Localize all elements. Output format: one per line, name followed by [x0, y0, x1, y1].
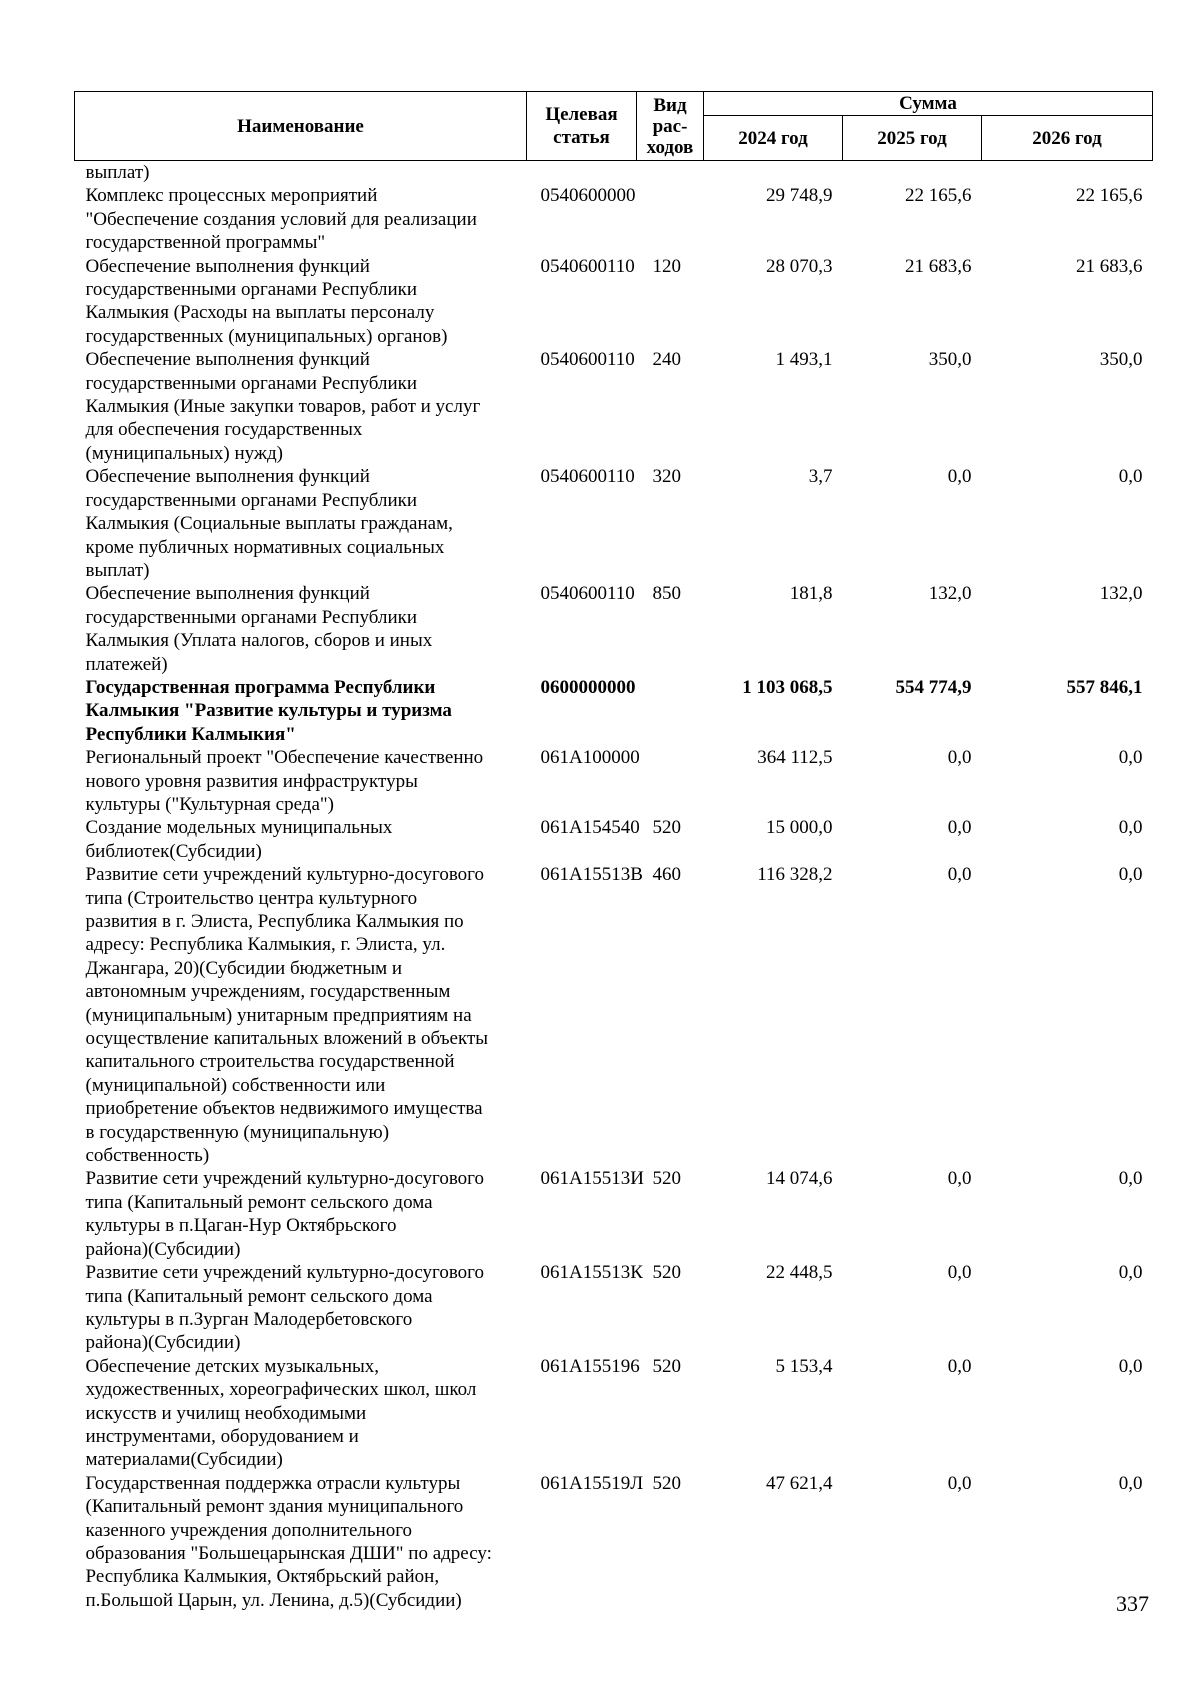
row-expense-type: 320 [652, 466, 681, 488]
row-sum-2026: 0,0 [1118, 466, 1143, 488]
table-row [75, 863, 1153, 1167]
row-sum-2024: 1 103 068,5 [742, 676, 833, 698]
row-target-article [527, 161, 637, 185]
row-name: Государственная поддержка отрасли культуры (Капитальный ремонт здания муниципального казенного учреждения дополнительного образования "Большецарынская ДШИ" по адресу: Республика Калмыкия, Октябрьский район, п.Большой Царын, ул. Ленина, д.5)(Субсидии) [85, 1472, 492, 1611]
row-sum-2026: 0,0 [1118, 864, 1143, 886]
row-sum-2024 [704, 161, 843, 185]
header-target-article: Целевая статья [527, 92, 637, 161]
table-header [75, 92, 1153, 161]
row-sum-2025: 0,0 [947, 1168, 972, 1190]
row-sum-2026: 557 846,1 [1066, 676, 1143, 698]
row-name: Создание модельных муниципальных библиотек(Субсидии) [85, 817, 393, 862]
row-sum-2025: 350,0 [928, 349, 972, 371]
row-sum-2024: 14 074,6 [766, 1168, 833, 1190]
row-sum-2026: 132,0 [1099, 583, 1143, 605]
header-year-2025: 2025 год [843, 116, 982, 161]
row-sum-2026: 22 165,6 [1076, 185, 1143, 207]
row-sum-2026: 350,0 [1099, 349, 1143, 371]
header-sum: Сумма [704, 92, 1153, 116]
row-sum-2025: 22 165,6 [905, 185, 972, 207]
row-sum-2026 [982, 161, 1153, 185]
row-sum-2025: 0,0 [947, 1355, 972, 1377]
row-name: Развитие сети учреждений культурно-досугового типа (Строительство центра культурного развития в г. Элиста, Республика Калмыкия по адресу: Республика Калмыкия, г. Элиста, ул. Джангара, 20)(Субсидии бюджетным и автономным учреждениям, государственным (муниципальным) унитарным предприятиям на осуществление капитальных вложений в объекты капитального строительства государственной (муниципальной) собственности или приобретение объектов недвижимого имущества в государственную (муниципальную) собственность) [85, 864, 489, 1167]
table-row [75, 348, 1153, 465]
row-sum-2024: 29 748,9 [766, 185, 833, 207]
row-name: Государственная программа Республики Калмыкия "Развитие культуры и туризма Республики Калмыкия" [85, 676, 452, 745]
row-sum-2026: 0,0 [1118, 1355, 1143, 1377]
budget-table-page [74, 91, 1152, 1612]
row-sum-2024: 22 448,5 [766, 1262, 833, 1284]
row-name: Обеспечение выполнения функций государственными органами Республики Калмыкия (Уплата налогов, сборов и иных платежей) [85, 583, 433, 675]
table-body [75, 161, 1153, 1613]
table-row [75, 465, 1153, 582]
row-target-article: 061A154540 [540, 817, 640, 839]
table-row [75, 676, 1153, 746]
row-sum-2026: 21 683,6 [1076, 255, 1143, 277]
table-row [75, 255, 1153, 349]
row-sum-2025: 554 774,9 [895, 676, 972, 698]
row-name: выплат) [85, 162, 150, 183]
header-expense-type: Вид рас- ходов [637, 92, 704, 161]
table-row [75, 582, 1153, 676]
row-expense-type: 520 [652, 1168, 681, 1190]
row-expense-type: 120 [652, 255, 681, 277]
row-sum-2026: 0,0 [1118, 1472, 1143, 1494]
row-expense-type: 460 [652, 864, 681, 886]
row-name: Обеспечение выполнения функций государственными органами Республики Калмыкия (Социальные выплаты гражданам, кроме публичных нормативных социальных выплат) [85, 466, 453, 581]
row-target-article: 061A15519Л [540, 1472, 644, 1494]
row-name: Обеспечение выполнения функций государственными органами Республики Калмыкия (Иные закупки товаров, работ и услуг для обеспечения государственных (муниципальных) нужд) [85, 349, 481, 464]
header-name: Наименование [75, 92, 527, 161]
row-sum-2025: 21 683,6 [905, 255, 972, 277]
row-sum-2024: 116 328,2 [757, 864, 833, 886]
table-row [75, 184, 1153, 254]
row-target-article: 061A15513К [540, 1262, 643, 1284]
row-expense-type: 520 [652, 1355, 681, 1377]
table-row [75, 1472, 1153, 1612]
budget-table [74, 91, 1153, 1612]
row-sum-2025: 0,0 [947, 466, 972, 488]
table-row [75, 816, 1153, 863]
header-year-2026: 2026 год [982, 116, 1153, 161]
table-row [75, 1261, 1153, 1355]
page-number: 337 [1116, 1591, 1149, 1616]
row-expense-type [637, 676, 704, 746]
row-expense-type: 520 [652, 817, 681, 839]
table-row [75, 746, 1153, 816]
row-sum-2026: 0,0 [1118, 747, 1143, 769]
row-sum-2024: 47 621,4 [766, 1472, 833, 1494]
row-target-article: 0540600110 [540, 466, 635, 488]
row-name: Обеспечение детских музыкальных, художественных, хореографических школ, школ искусств и училищ необходимыми инструментами, оборудованием и материалами(Субсидии) [85, 1355, 477, 1471]
row-expense-type: 520 [652, 1262, 681, 1284]
row-name: Комплекс процессных мероприятий "Обеспечение создания условий для реализации государственной программы" [85, 185, 477, 254]
row-name: Развитие сети учреждений культурно-досугового типа (Капитальный ремонт сельского дома культуры в п.Цаган-Нур Октябрьского района)(Субсидии) [85, 1168, 484, 1260]
row-expense-type [637, 184, 704, 254]
row-sum-2024: 181,8 [789, 583, 833, 605]
row-sum-2025: 0,0 [947, 864, 972, 886]
table-row [75, 1167, 1153, 1261]
row-sum-2024: 1 493,1 [775, 349, 833, 371]
row-sum-2025: 132,0 [928, 583, 972, 605]
row-target-article: 061A100000 [540, 747, 640, 769]
row-name: Обеспечение выполнения функций государственными органами Республики Калмыкия (Расходы на выплаты персоналу государственных (муниципальных) органов) [85, 255, 448, 347]
row-sum-2026: 0,0 [1118, 1262, 1143, 1284]
row-target-article: 0540600110 [540, 255, 635, 277]
row-name: Региональный проект "Обеспечение качественно нового уровня развития инфраструктуры культуры ("Культурная среда") [85, 747, 484, 815]
row-sum-2025: 0,0 [947, 817, 972, 839]
row-expense-type: 520 [652, 1472, 681, 1494]
row-sum-2025: 0,0 [947, 1472, 972, 1494]
row-sum-2025 [843, 161, 982, 185]
row-target-article: 0540600110 [540, 349, 635, 371]
row-target-article: 061A155196 [540, 1355, 640, 1377]
row-target-article: 0600000000 [540, 676, 636, 698]
row-target-article: 061A15513И [540, 1168, 644, 1190]
row-sum-2024: 3,7 [808, 466, 833, 488]
row-sum-2024: 364 112,5 [757, 747, 833, 769]
row-sum-2024: 5 153,4 [775, 1355, 833, 1377]
row-sum-2026: 0,0 [1118, 1168, 1143, 1190]
row-target-article: 061A15513В [540, 864, 643, 886]
header-year-2024: 2024 год [704, 116, 843, 161]
row-sum-2024: 15 000,0 [766, 817, 833, 839]
row-expense-type [637, 161, 704, 185]
row-target-article: 0540600110 [540, 583, 635, 605]
row-sum-2025: 0,0 [947, 747, 972, 769]
table-row [75, 161, 1153, 185]
row-sum-2024: 28 070,3 [766, 255, 833, 277]
row-expense-type: 240 [652, 349, 681, 371]
row-expense-type [637, 746, 704, 816]
row-sum-2026: 0,0 [1118, 817, 1143, 839]
table-row [75, 1355, 1153, 1472]
row-name: Развитие сети учреждений культурно-досугового типа (Капитальный ремонт сельского дома культуры в п.Зурган Малодербетовского района)(Субсидии) [85, 1262, 484, 1354]
row-target-article: 0540600000 [540, 185, 636, 207]
row-sum-2025: 0,0 [947, 1262, 972, 1284]
row-expense-type: 850 [652, 583, 681, 605]
